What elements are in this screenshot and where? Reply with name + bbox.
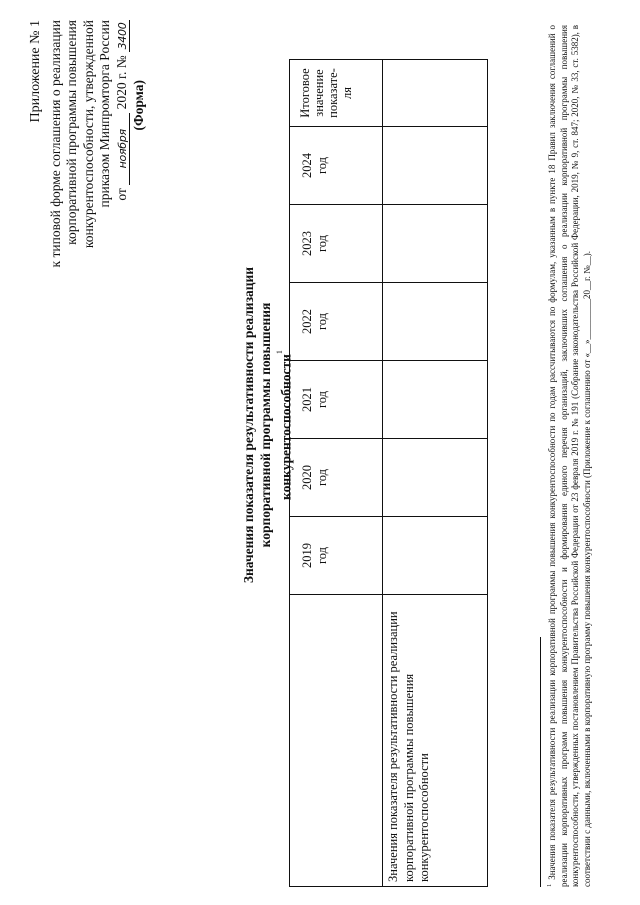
handwritten-number: 3400 (116, 20, 130, 52)
year-label: 2024 (300, 153, 314, 178)
value-cell-2021 (383, 361, 488, 439)
date-year-number-label: 2020 г. № (113, 55, 129, 110)
year-label: 2020 (300, 465, 314, 490)
footnote-text: Значения показателя результативности реализации корпоративной программы повышения конкурентоспособности по годам рассчитываются по формулам, указанным в пункте 18 Правил заключения соглашений о реализации корпоративных программ повышения конкурентоспособности и формирования единого перечня организаций, заключивших соглашения о реализации корпоративной программы повышения конкурентоспособности, утвержденных постановлением Правительства Российской Федерации от 23 февраля 2019 г. № 191 (Собрание законодательства Российской Федерации, 2019, № 9, ст. 847; 2020, № 33, ст. 5382), в соответствии с данными, включенными в корпоративную программу повышения конкурентоспособности (Приложение к соглашению от «__»_________20__г. №__). (547, 25, 592, 887)
value-cell-2022 (383, 283, 488, 361)
date-prefix: от (113, 188, 129, 201)
table-title-line-2-text: корпоративной программы повышения конкурентоспособности (258, 302, 294, 548)
footnote-divider (540, 637, 541, 887)
year-label: 2023 (300, 231, 314, 256)
year-label: 2019 (300, 543, 314, 568)
year-unit: год (314, 156, 329, 175)
handwritten-date: ноября (116, 113, 130, 185)
header-year-2023 (290, 205, 383, 283)
year-label: 2021 (300, 387, 314, 412)
header-total-value (290, 60, 383, 127)
row-label-cell: Значения показателя результативности реализации корпоративной программы повышения конкурентоспособности (383, 595, 488, 887)
appendix-line-5 (114, 20, 131, 380)
year-unit: год (314, 234, 329, 253)
value-cell-2020 (383, 439, 488, 517)
year-unit: год (314, 312, 329, 331)
value-cell-total (383, 60, 488, 127)
total-header-line: ля (340, 87, 354, 99)
header-year-2020 (290, 439, 383, 517)
form-label: (Форма) (130, 80, 146, 131)
appendix-header (28, 20, 147, 380)
table-row (383, 60, 488, 887)
value-cell-2019 (383, 517, 488, 595)
header-year-2022 (290, 283, 383, 361)
appendix-title: Приложение № 1 (28, 20, 43, 123)
total-header-line: значение (312, 69, 326, 117)
value-cell-2024 (383, 127, 488, 205)
year-unit: год (314, 390, 329, 409)
value-cell-2023 (383, 205, 488, 283)
appendix-line-4: приказом Минпромторга России (97, 20, 113, 208)
indicators-table (289, 59, 488, 887)
year-unit: год (314, 546, 329, 565)
table-title-line-1: Значения показателя результативности реализации (241, 266, 256, 584)
total-header-line: показате- (326, 68, 340, 118)
footnote (544, 25, 593, 887)
appendix-line-1: к типовой форме соглашения о реализации (47, 20, 63, 268)
year-unit: год (314, 468, 329, 487)
table-header-row (290, 60, 383, 887)
year-label: 2022 (300, 309, 314, 334)
appendix-line-3: конкурентоспособности, утвержденной (80, 20, 96, 249)
table-title (240, 245, 295, 605)
title-footnote-mark: 1 (275, 350, 284, 355)
header-year-2021 (290, 361, 383, 439)
header-year-2024 (290, 127, 383, 205)
footnote-mark: 1 (546, 883, 553, 887)
appendix-line-2: корпоративной программы повышения (64, 20, 80, 245)
total-header-line: Итоговое (298, 68, 312, 118)
header-empty-cell (290, 595, 383, 887)
header-year-2019 (290, 517, 383, 595)
